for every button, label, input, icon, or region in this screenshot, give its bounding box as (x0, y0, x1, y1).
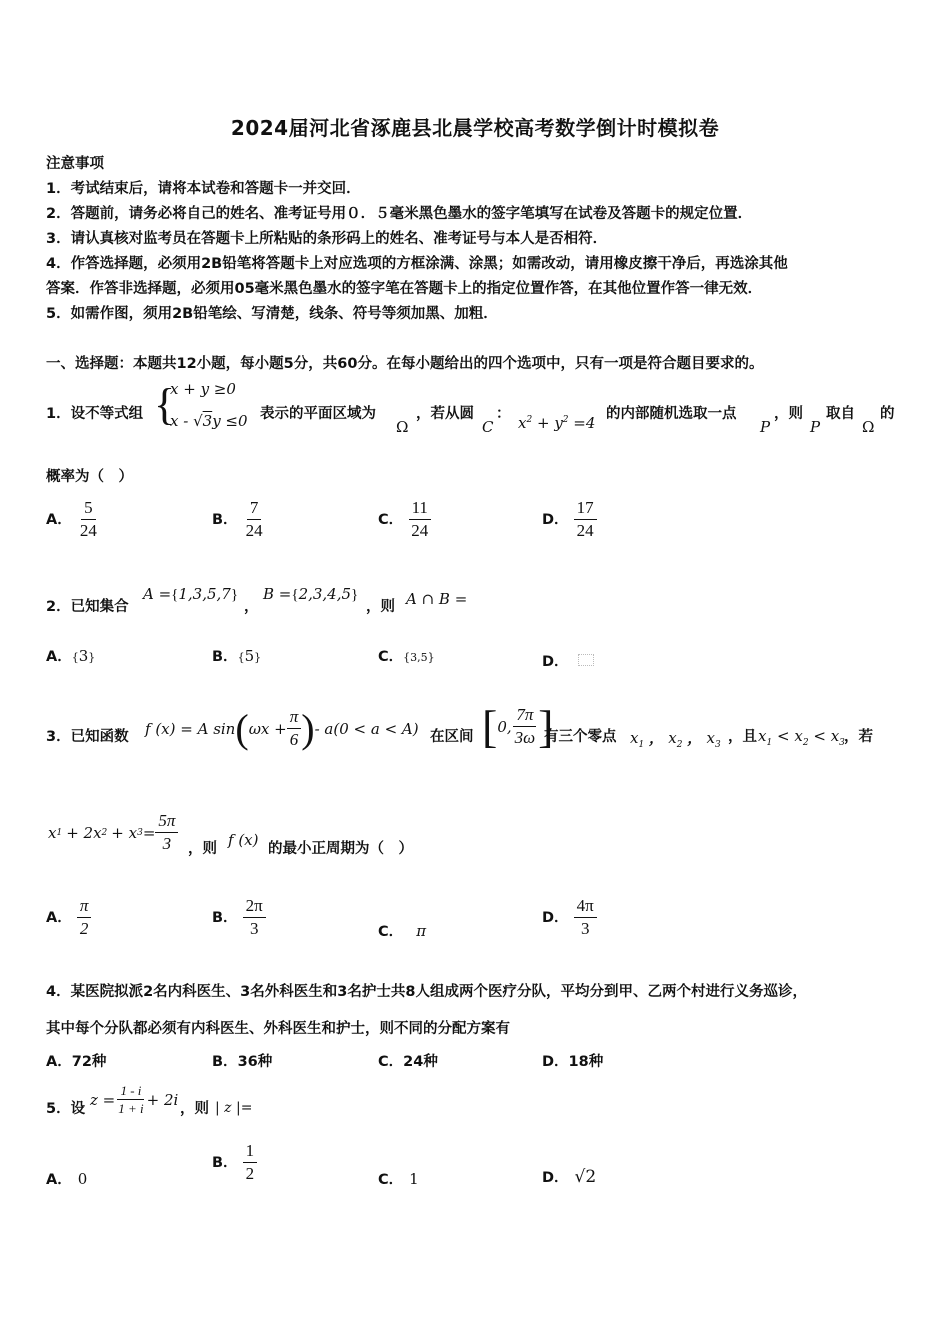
circle-name: C (482, 418, 494, 436)
q1-option-a[interactable]: A． $\frac{5}{24}$ (46, 498, 97, 540)
q5-text: 5．设 (46, 1101, 86, 1117)
q3-zeros: $x_1$ ， $x_2$ ， $x_3$ (630, 729, 721, 750)
q1-ineq2: x - √3y ≤0 (170, 412, 248, 430)
system-brace: { (154, 380, 176, 429)
q3-text: ，则 (188, 841, 217, 857)
q2-comma: ， (244, 599, 259, 615)
q5-abs-z: | z |= (215, 1100, 253, 1116)
q3-option-b[interactable]: B． $\frac{2\pi}{3}$ (212, 895, 266, 940)
empty-set-glyph (578, 654, 594, 666)
omega-symbol: Ω (862, 418, 875, 436)
q2-option-b[interactable]: B．{5} (212, 647, 262, 665)
q3-option-c[interactable]: C． π (378, 922, 427, 940)
q4-text: 4．某医院拟派2名内科医生、3名外科医生和3名护士共8人组成两个医疗分队，平均分到甲、乙两个村进行义务巡诊， (46, 984, 807, 1000)
q3-text: ，且 (728, 729, 757, 745)
q4-option-a[interactable]: A．72种 (46, 1054, 107, 1070)
q5-option-a[interactable]: A． 0 (46, 1170, 88, 1188)
omega-symbol: Ω (396, 418, 409, 436)
q3-text: 3．已知函数 (46, 729, 129, 745)
q1-text: 1．设不等式组 (46, 406, 144, 422)
q3-text: 的最小正周期为（ ） (268, 841, 413, 857)
q5-option-d[interactable]: D． √2 (542, 1167, 597, 1187)
notice-heading: 注意事项 (46, 156, 104, 172)
notice-item: 2．答题前，请务必将自己的姓名、准考证号用０．５毫米黑色墨水的签字笔填写在试卷及答题卡的规定位置． (46, 206, 753, 222)
q4-option-b[interactable]: B．36种 (212, 1054, 273, 1070)
q1-option-b[interactable]: B． $\frac{7}{24}$ (212, 498, 263, 540)
q3-order: $x_1 < x_2 < x_3$ (758, 727, 845, 748)
q2-option-a[interactable]: A．{3} (46, 647, 96, 665)
q1-text: 表示的平面区域为 (260, 406, 376, 422)
q5-text: ，则 (180, 1101, 209, 1117)
q1-option-c[interactable]: C． $\frac{11}{24}$ (378, 497, 431, 542)
q2-text: 2．已知集合 (46, 599, 129, 615)
section-heading: 一、选择题：本题共12小题，每小题5分，共60分。在每小题给出的四个选项中，只有一项是符合题目要求的。 (46, 356, 764, 372)
q4-option-d[interactable]: D．18种 (542, 1054, 604, 1070)
set-a: A ={1,3,5,7} (143, 585, 239, 603)
notice-item: 答案．作答非选择题，必须用05毫米黑色墨水的签字笔在答题卡上的指定位置作答，在其他位置作答一律无效． (46, 281, 763, 297)
q4-option-c[interactable]: C．24种 (378, 1054, 438, 1070)
q1-circle-equation: $x^2 + y^2 =4$ (518, 414, 596, 432)
q3-text: 在区间 (430, 729, 474, 745)
q5-option-b[interactable]: B． $\frac{1}{2}$ (212, 1140, 257, 1185)
notice-item: 4．作答选择题，必须用2B铅笔将答题卡上对应选项的方框涂满、涂黑；如需改动，请用橡皮擦干净后，再选涂其他 (46, 256, 788, 272)
q2-option-d[interactable]: D． (542, 650, 594, 671)
q1-option-d[interactable]: D． $\frac{17}{24}$ (542, 497, 597, 542)
q2-option-c[interactable]: C．{3,5} (378, 649, 435, 665)
q1-text: ，则 (774, 406, 803, 422)
q3-fx: f (x) (228, 831, 259, 849)
q3-text: 有三个零点 (544, 729, 617, 745)
q3-interval: [ 0, $\frac{7\pi}{3\omega}$ ] (482, 701, 554, 752)
q4-text: 其中每个分队都必须有内科医生、外科医生和护士，则不同的分配方案有 (46, 1021, 510, 1037)
q1-text: 的 (880, 406, 895, 422)
point-p: P (760, 418, 771, 436)
q1-ineq1: x + y ≥0 (170, 380, 236, 398)
q1-text: 取自 (826, 406, 855, 422)
q2-expr: A ∩ B = (406, 590, 468, 608)
point-p: P (810, 418, 821, 436)
q5-option-c[interactable]: C． 1 (378, 1170, 419, 1188)
q1-text: 概率为（ ） (46, 469, 133, 485)
page-title: 2024届河北省涿鹿县北晨学校高考数学倒计时模拟卷 (230, 116, 720, 140)
notice-item: 3．请认真核对监考员在答题卡上所粘贴的条形码上的姓名、准考证号与本人是否相符． (46, 231, 608, 247)
set-b: B ={2,3,4,5} (263, 585, 359, 603)
q3-text: ，若 (844, 729, 873, 745)
q5-expression: z = $\frac{1 - i}{1 + i}$ + 2i (90, 1083, 179, 1116)
q3-option-a[interactable]: A． $\frac{\pi}{2}$ (46, 895, 91, 940)
q3-option-d[interactable]: D． $\frac{4\pi}{3}$ (542, 895, 597, 940)
q2-text: ，则 (366, 599, 395, 615)
notice-item: 5．如需作图，须用2B铅笔绘、写清楚，线条、符号等须加黑、加粗． (46, 306, 498, 322)
notice-item: 1．考试结束后，请将本试卷和答题卡一并交回． (46, 181, 361, 197)
q3-function: f (x) = A sin ( ωx + $\frac{\pi}{6}$ ) - a (0 < a < A) (145, 706, 419, 751)
q1-colon: ： (496, 406, 511, 422)
q1-text: 的内部随机选取一点 (606, 406, 737, 422)
q3-sum-condition: x 1 + 2x 2 + x 3 = $\frac{5\pi}{3}$ (48, 810, 178, 855)
q1-text: ，若从圆 (416, 406, 474, 422)
